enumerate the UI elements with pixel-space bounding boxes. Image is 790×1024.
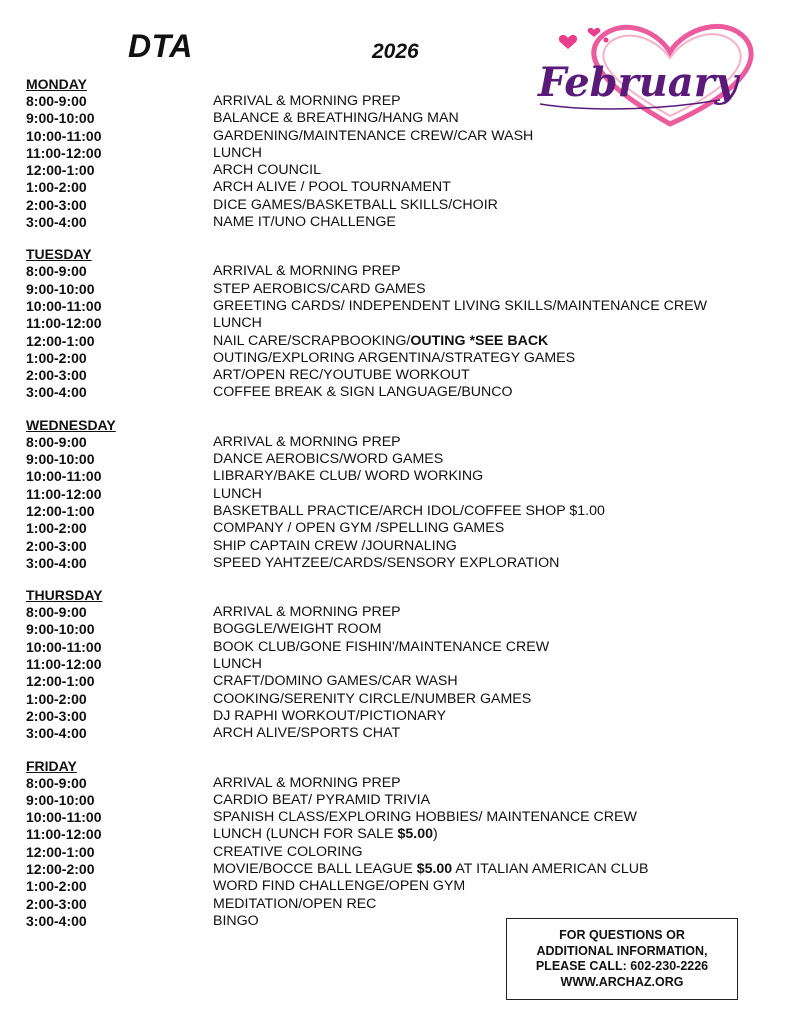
activity (213, 913, 259, 930)
activity (213, 708, 446, 725)
activity (213, 486, 262, 503)
month-logo-text: February (538, 59, 739, 106)
schedule-row (26, 503, 776, 520)
day-section-tuesday (26, 246, 776, 401)
activity-text: COOKING/SERENITY CIRCLE/NUMBER GAMES (213, 690, 532, 707)
schedule-row (26, 604, 776, 621)
year-label: 2026 (372, 40, 419, 63)
schedule-row (26, 367, 776, 384)
day-section-friday (26, 758, 776, 931)
day-section-wednesday (26, 417, 776, 572)
activity-text: LUNCH (213, 315, 262, 332)
small-heart-icon (588, 28, 601, 37)
schedule-row (26, 792, 776, 809)
activity (213, 861, 649, 878)
time-slot: 9:00-10:00 (26, 110, 95, 127)
activity (213, 298, 707, 315)
time-slot: 9:00-10:00 (26, 280, 95, 297)
contact-box (506, 918, 738, 1000)
schedule-row (26, 809, 776, 826)
activity (213, 197, 498, 214)
schedule-row (26, 861, 776, 878)
activity-text: ARRIVAL & MORNING PREP (213, 774, 401, 791)
time-slot: 8:00-9:00 (26, 263, 87, 280)
activity (213, 809, 637, 826)
schedule-row (26, 656, 776, 673)
activity (213, 128, 533, 145)
activity-bold-text: $5.00 (397, 826, 433, 843)
time-slot: 8:00-9:00 (26, 774, 87, 791)
time-slot: 10:00-11:00 (26, 638, 102, 655)
activity (213, 691, 531, 708)
schedule-row (26, 538, 776, 555)
activity-text: ARCH ALIVE / POOL TOURNAMENT (213, 179, 451, 196)
activity (213, 604, 401, 621)
contact-phone: PLEASE CALL: 602-230-2226 (535, 959, 709, 973)
activity-text: SPEED YAHTZEE/CARDS/SENSORY EXPLORATION (213, 554, 560, 571)
activity-text: COMPANY / OPEN GYM /SPELLING GAMES (213, 520, 505, 537)
activity (213, 792, 430, 809)
activity-text: GREETING CARDS/ INDEPENDENT LIVING SKILLS/MAINTENANCE CREW (213, 297, 708, 314)
time-slot: 9:00-10:00 (26, 621, 95, 638)
activity (213, 538, 457, 555)
time-slot: 11:00-12:00 (26, 144, 102, 161)
schedule-row (26, 621, 776, 638)
schedule-row (26, 639, 776, 656)
activity-text: ARRIVAL & MORNING PREP (213, 93, 401, 109)
time-slot: 12:00-1:00 (26, 673, 95, 690)
schedule-row (26, 486, 776, 503)
activity (213, 145, 262, 162)
activity-text-suffix: ) (432, 826, 438, 843)
activity (213, 93, 401, 110)
schedule-row (26, 197, 776, 214)
activity-text: LUNCH (213, 144, 262, 161)
schedule-row (26, 281, 776, 298)
activity (213, 520, 504, 537)
activity-text: BASKETBALL PRACTICE/ARCH IDOL/COFFEE SHOP $1.00 (213, 502, 605, 519)
schedule-row (26, 214, 776, 231)
activity-text: LUNCH (213, 656, 262, 673)
activity-text: NAME IT/UNO CHALLENGE (213, 214, 396, 231)
activity-text: MOVIE/BOCCE BALL LEAGUE (213, 860, 417, 877)
activity-text: BOGGLE/WEIGHT ROOM (213, 621, 382, 638)
schedule-row (26, 263, 776, 280)
time-slot: 12:00-2:00 (26, 860, 95, 877)
activity (213, 826, 438, 843)
activity-text: ARCH ALIVE/SPORTS CHAT (213, 725, 401, 742)
time-slot: 11:00-12:00 (26, 656, 102, 673)
schedule-row (26, 520, 776, 537)
contact-line: FOR QUESTIONS OR (559, 928, 685, 942)
schedule-row (26, 708, 776, 725)
time-slot: 2:00-3:00 (26, 196, 87, 213)
day-heading: THURSDAY (26, 587, 103, 604)
small-heart-icon (559, 35, 577, 49)
time-slot: 12:00-1:00 (26, 162, 95, 179)
schedule-row (26, 775, 776, 792)
schedule-row (26, 384, 776, 401)
time-slot: 3:00-4:00 (26, 384, 87, 401)
day-section-thursday (26, 587, 776, 742)
schedule-row (26, 844, 776, 861)
day-section-monday (26, 76, 776, 231)
schedule-row (26, 128, 776, 145)
activity (213, 468, 483, 485)
activity (213, 896, 376, 913)
activity-text: LIBRARY/BAKE CLUB/ WORD WORKING (213, 468, 484, 485)
time-slot: 10:00-11:00 (26, 297, 102, 314)
activity (213, 725, 400, 742)
day-heading: MONDAY (26, 76, 87, 92)
time-slot: 3:00-4:00 (26, 725, 87, 742)
time-slot: 2:00-3:00 (26, 537, 87, 554)
schedule-row (26, 298, 776, 315)
time-slot: 10:00-11:00 (26, 127, 102, 144)
time-slot: 12:00-1:00 (26, 843, 95, 860)
time-slot: 8:00-9:00 (26, 604, 87, 621)
activity (213, 621, 381, 638)
page-title: DTA (128, 28, 193, 64)
activity-text: LUNCH (LUNCH FOR SALE (213, 826, 398, 843)
time-slot: 3:00-4:00 (26, 214, 87, 231)
activity-text: DJ RAPHI WORKOUT/PICTIONARY (213, 707, 447, 724)
time-slot: 9:00-10:00 (26, 791, 95, 808)
activity-text: MEDITATION/OPEN REC (213, 895, 377, 912)
activity-text: SHIP CAPTAIN CREW /JOURNALING (213, 537, 457, 554)
activity (213, 214, 396, 231)
schedule-row (26, 315, 776, 332)
activity-text: WORD FIND CHALLENGE/OPEN GYM (213, 878, 466, 895)
activity-text: BINGO (213, 912, 259, 929)
time-slot: 1:00-2:00 (26, 690, 87, 707)
time-slot: 1:00-2:00 (26, 878, 87, 895)
activity-text: OUTING/EXPLORING ARGENTINA/STRATEGY GAMES (213, 349, 576, 366)
time-slot: 1:00-2:00 (26, 520, 87, 537)
activity-text-suffix: AT ITALIAN AMERICAN CLUB (452, 860, 649, 877)
day-heading: TUESDAY (26, 246, 92, 263)
activity (213, 555, 559, 572)
activity-text: COFFEE BREAK & SIGN LANGUAGE/BUNCO (213, 384, 513, 401)
activity (213, 673, 458, 690)
schedule-row (26, 333, 776, 350)
activity-text: BALANCE & BREATHING/HANG MAN (213, 110, 459, 127)
time-slot: 1:00-2:00 (26, 349, 87, 366)
schedule-row (26, 179, 776, 196)
time-slot: 12:00-1:00 (26, 332, 95, 349)
activity-text: ART/OPEN REC/YOUTUBE WORKOUT (213, 367, 470, 384)
day-heading: FRIDAY (26, 757, 77, 774)
time-slot: 11:00-12:00 (26, 315, 102, 332)
activity-text: NAIL CARE/SCRAPBOOKING/ (213, 332, 411, 349)
time-slot: 3:00-4:00 (26, 912, 87, 929)
activity (213, 110, 459, 127)
schedule-row (26, 145, 776, 162)
activity-text: ARRIVAL & MORNING PREP (213, 433, 401, 450)
activity (213, 503, 605, 520)
activity-text: LUNCH (213, 485, 262, 502)
activity (213, 878, 465, 895)
schedule-row (26, 451, 776, 468)
activity (213, 775, 401, 792)
time-slot: 9:00-10:00 (26, 451, 95, 468)
activity (213, 451, 443, 468)
schedule-row (26, 350, 776, 367)
activity-text: BOOK CLUB/GONE FISHIN'/MAINTENANCE CREW (213, 638, 550, 655)
schedule-row (26, 93, 776, 110)
activity (213, 333, 548, 350)
activity (213, 350, 575, 367)
schedule-row (26, 896, 776, 913)
contact-website: WWW.ARCHAZ.ORG (560, 974, 684, 989)
schedule-row (26, 725, 776, 742)
time-slot: 2:00-3:00 (26, 707, 87, 724)
day-heading: WEDNESDAY (26, 416, 116, 433)
time-slot: 3:00-4:00 (26, 554, 87, 571)
activity-text: SPANISH CLASS/EXPLORING HOBBIES/ MAINTENANCE CREW (213, 809, 637, 826)
schedule-row (26, 162, 776, 179)
activity (213, 367, 470, 384)
time-slot: 10:00-11:00 (26, 468, 102, 485)
time-slot: 8:00-9:00 (26, 433, 87, 450)
schedule-row (26, 673, 776, 690)
activity-bold-text: OUTING *SEE BACK (410, 332, 549, 349)
schedule-row (26, 691, 776, 708)
activity-text: CARDIO BEAT/ PYRAMID TRIVIA (213, 791, 431, 808)
activity (213, 639, 549, 656)
schedule-row (26, 555, 776, 572)
activity (213, 263, 401, 280)
schedule-row (26, 468, 776, 485)
schedule-row (26, 878, 776, 895)
activity-text: ARRIVAL & MORNING PREP (213, 263, 401, 280)
weekly-schedule (26, 76, 776, 945)
time-slot: 10:00-11:00 (26, 809, 102, 826)
time-slot: 11:00-12:00 (26, 485, 102, 502)
activity-text: STEP AEROBICS/CARD GAMES (213, 280, 426, 297)
time-slot: 1:00-2:00 (26, 179, 87, 196)
activity (213, 281, 426, 298)
activity-text: DANCE AEROBICS/WORD GAMES (213, 451, 444, 468)
activity (213, 656, 262, 673)
activity-text: CRAFT/DOMINO GAMES/CAR WASH (213, 673, 458, 690)
time-slot: 8:00-9:00 (26, 93, 87, 109)
schedule-row (26, 826, 776, 843)
activity-text: GARDENING/MAINTENANCE CREW/CAR WASH (213, 127, 534, 144)
time-slot: 11:00-12:00 (26, 826, 102, 843)
activity-bold-text: $5.00 (416, 860, 453, 877)
time-slot: 2:00-3:00 (26, 895, 87, 912)
activity-text: ARCH COUNCIL (213, 162, 321, 179)
contact-line: ADDITIONAL INFORMATION, (536, 943, 708, 958)
activity-text: ARRIVAL & MORNING PREP (213, 604, 401, 621)
activity (213, 162, 321, 179)
schedule-row (26, 110, 776, 127)
activity-text: CREATIVE COLORING (213, 843, 363, 860)
activity (213, 844, 363, 861)
activity (213, 434, 401, 451)
time-slot: 2:00-3:00 (26, 367, 87, 384)
activity (213, 179, 451, 196)
activity-text: DICE GAMES/BASKETBALL SKILLS/CHOIR (213, 196, 498, 213)
schedule-row (26, 434, 776, 451)
activity (213, 315, 262, 332)
time-slot: 12:00-1:00 (26, 502, 95, 519)
activity (213, 384, 513, 401)
